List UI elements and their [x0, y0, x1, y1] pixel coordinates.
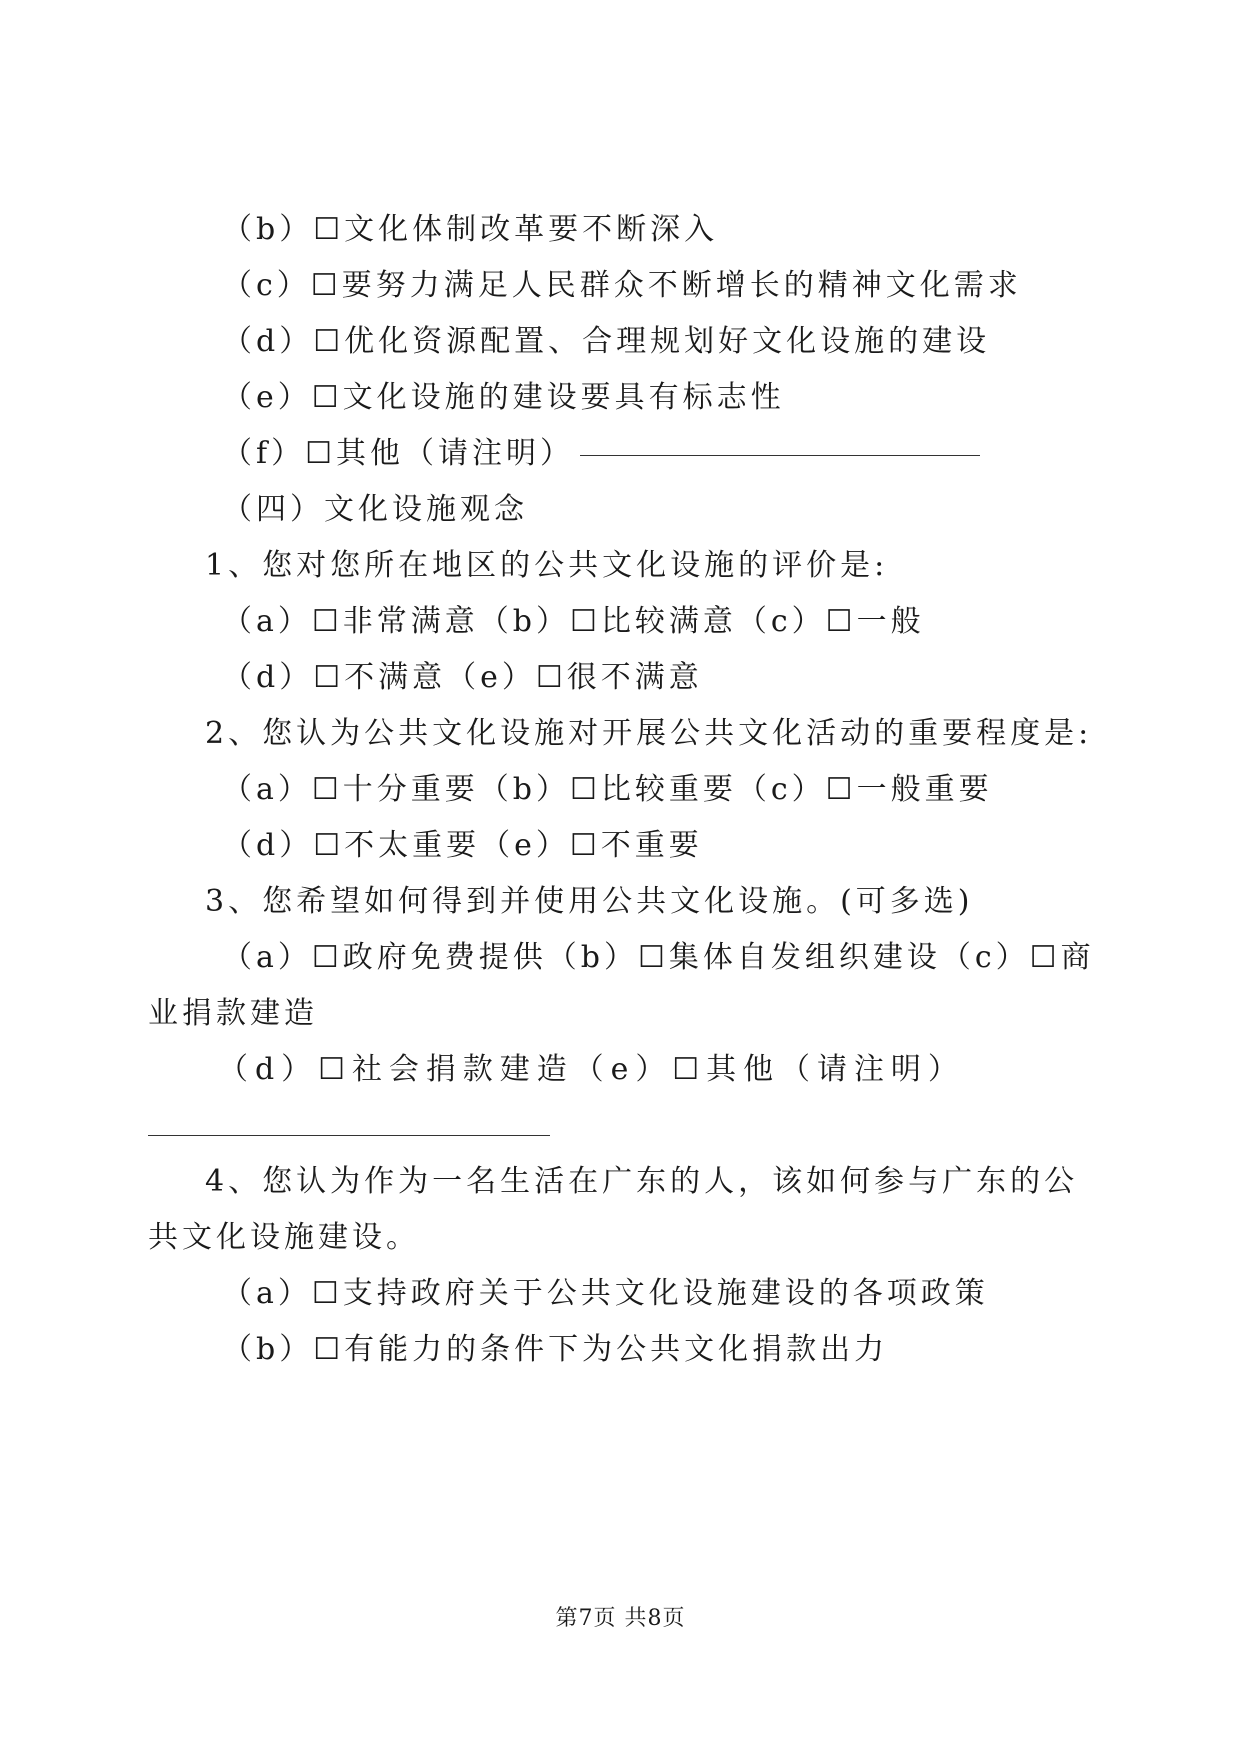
justified-char: 款: [462, 1052, 493, 1087]
question-3-options-a: （a）☐政府免费提供（b）☐集体自发组织建设（c）☐商: [222, 940, 1095, 975]
option-d-resources: （d）☐优化资源配置、合理规划好文化设施的建设: [222, 324, 991, 359]
justified-char: 请: [817, 1052, 847, 1087]
question-3: 3、您希望如何得到并使用公共文化设施。(可多选): [205, 884, 974, 919]
justified-char: ）: [281, 1052, 312, 1087]
question-4-cont: 共文化设施建设。: [148, 1220, 420, 1255]
justified-char: 捐: [425, 1052, 456, 1087]
option-f-label: （f）☐其他（请注明）: [222, 436, 574, 471]
justified-char: 社: [351, 1052, 382, 1087]
option-b-reform: （b）☐文化体制改革要不断深入: [222, 212, 719, 247]
justified-char: 造: [536, 1052, 567, 1087]
justified-char: （: [573, 1052, 604, 1087]
justified-char: 他: [743, 1052, 774, 1087]
justified-char: ）: [927, 1052, 958, 1087]
question-1: 1、您对您所在地区的公共文化设施的评价是:: [205, 548, 889, 583]
justified-char: 建: [499, 1052, 530, 1087]
justified-char: e: [610, 1052, 629, 1087]
page-footer: 第7页 共8页: [555, 1606, 686, 1631]
fill-in-blank-rule: [148, 1135, 550, 1136]
question-2-options-a: （a）☐十分重要（b）☐比较重要（c）☐一般重要: [222, 772, 993, 807]
question-2-options-b: （d）☐不太重要（e）☐不重要: [222, 828, 703, 863]
justified-char: ☐: [672, 1052, 700, 1087]
question-1-options-b: （d）☐不满意（e）☐很不满意: [222, 660, 703, 695]
justified-char: （: [218, 1052, 248, 1087]
question-4: 4、您认为作为一名生活在广东的人，该如何参与广东的公: [205, 1164, 1079, 1199]
justified-char: d: [254, 1052, 275, 1087]
option-c-demand: （c）☐要努力满足人民群众不断增长的精神文化需求: [222, 268, 1022, 303]
section-heading: （四）文化设施观念: [222, 492, 528, 527]
question-4-option-b: （b）☐有能力的条件下为公共文化捐款出力: [222, 1332, 889, 1367]
question-1-options-a: （a）☐非常满意（b）☐比较满意（c）☐一般: [222, 604, 925, 639]
question-2: 2、您认为公共文化设施对开展公共文化活动的重要程度是:: [205, 716, 1093, 751]
justified-char: 注: [853, 1052, 884, 1087]
justified-char: ）: [635, 1052, 666, 1087]
justified-char: （: [780, 1052, 811, 1087]
justified-char: 明: [890, 1052, 921, 1087]
question-4-option-a: （a）☐支持政府关于公共文化设施建设的各项政策: [222, 1276, 989, 1311]
justified-char: 会: [388, 1052, 419, 1087]
option-e-landmark: （e）☐文化设施的建设要具有标志性: [222, 380, 785, 415]
fill-in-blank: [580, 454, 980, 456]
justified-char: 其: [706, 1052, 737, 1087]
option-f-other: [222, 434, 980, 474]
question-3-options-b: [218, 1050, 958, 1090]
question-3-options-a-cont: 业捐款建造: [148, 996, 318, 1031]
justified-char: ☐: [318, 1052, 345, 1087]
